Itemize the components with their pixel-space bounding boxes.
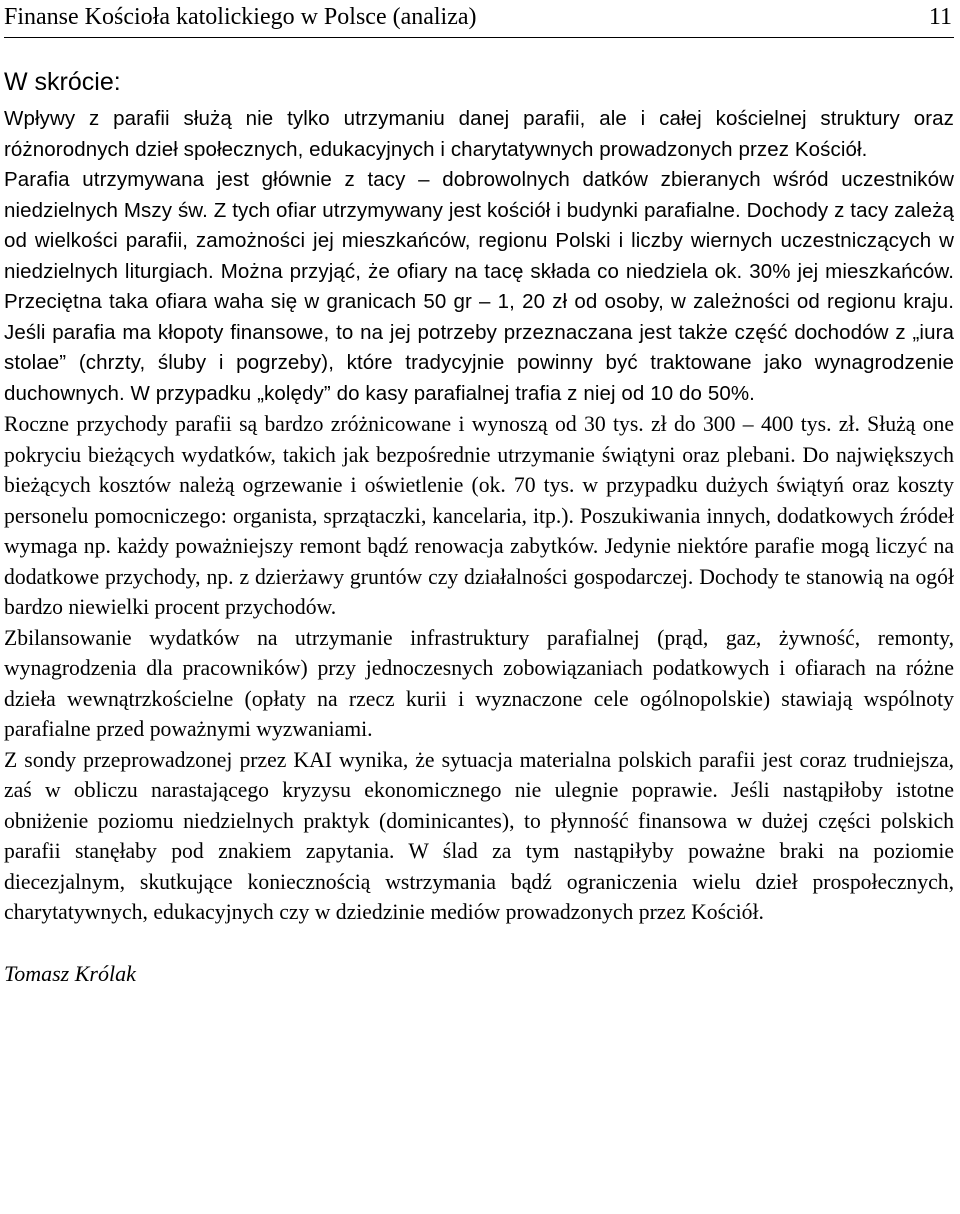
paragraph-1: Wpływy z parafii służą nie tylko utrzymaniu danej parafii, ale i całej kościelnej struktury oraz różnorodnych dzieł społecznych, edukacyjnych i charytatywnych prowadzonych przez Kościół. <box>4 107 954 161</box>
paragraph-5: Z sondy przeprowadzonej przez KAI wynika, że sytuacja materialna polskich parafii jest coraz trudniejsza, zaś w obliczu narastającego kryzysu ekonomicznego nie ulegnie poprawie. Jeśli nastąpiłoby istotne obniżenie poziomu niedzielnych praktyk (dominicantes), to płynność finansowa w dużej części polskich parafii stanęłaby pod znakiem zapytania. W ślad za tym nastąpiłyby poważne braki na poziomie diecezjalnym, skutkujące koniecznością wstrzymania bądź ograniczenia wielu dzieł prospołecznych, charytatywnych, edukacyjnych czy w dziedzinie mediów prowadzonych przez Kościół. <box>4 747 954 924</box>
author-signature: Tomasz Królak <box>4 960 136 986</box>
document-page <box>4 0 954 988</box>
paragraph-4: Zbilansowanie wydatków na utrzymanie infrastruktury parafialnej (prąd, gaz, żywność, remonty, wynagrodzenia dla pracowników) przy jednoczesnych zobowiązaniach podatkowych i ofiarach na różne dzieła wewnątrzkościelne (opłaty na rzecz kurii i wyznaczone cele ogólnopolskie) stawiają wspólnoty parafialne przed poważnymi wyzwaniami. <box>4 625 954 741</box>
page-number: 11 <box>928 4 952 30</box>
section-heading: W skrócie: <box>4 68 121 96</box>
page-header <box>4 0 954 38</box>
paragraph-3: Roczne przychody parafii są bardzo zróżnicowane i wynoszą od 30 tys. zł do 300 – 400 tys. zł. Służą one pokryciu bieżących wydatków, takich jak bezpośrednie utrzymanie świątyni oraz plebani. Do największych bieżących kosztów należą ogrzewanie i oświetlenie (ok. 70 tys. w przypadku dużych świątyń oraz koszty personelu pomocniczego: organista, sprzątaczki, kancelaria, itp.). Poszukiwania innych, dodatkowych źródeł wymaga np. każdy poważniejszy remont bądź renowacja zabytków. Jedynie niektóre parafie mogą liczyć na dodatkowe przychody, np. z dzierżawy gruntów czy działalności gospodarczej. Dochody te stanowią na ogół bardzo niewielki procent przychodów. <box>4 412 954 619</box>
paragraph-2: Parafia utrzymywana jest głównie z tacy – dobrowolnych datków zbieranych wśród uczestników niedzielnych Mszy św. Z tych ofiar utrzymywany jest kościół i budynki parafialne. Dochody z tacy zależą od wielkości parafii, zamożności jej mieszkańców, regionu Polski i liczby wiernych uczestniczących w niedzielnych liturgiach. Można przyjąć, że ofiary na tacę składa co niedziela ok. 30% jej mieszkańców. Przeciętna taka ofiara waha się w granicach 50 gr – 1, 20 zł od osoby, w zależności od regionu kraju. Jeśli parafia ma kłopoty finansowe, to na jej potrzeby przeznaczana jest także część dochodów z „iura stolae” (chrzty, śluby i pogrzeby), które tradycyjnie powinny być traktowane jako wynagrodzenie duchownych. W przypadku „kolędy” do kasy parafialnej trafia z niej od 10 do 50%. <box>4 168 954 405</box>
running-title: Finanse Kościoła katolickiego w Polsce (analiza) <box>4 4 477 30</box>
